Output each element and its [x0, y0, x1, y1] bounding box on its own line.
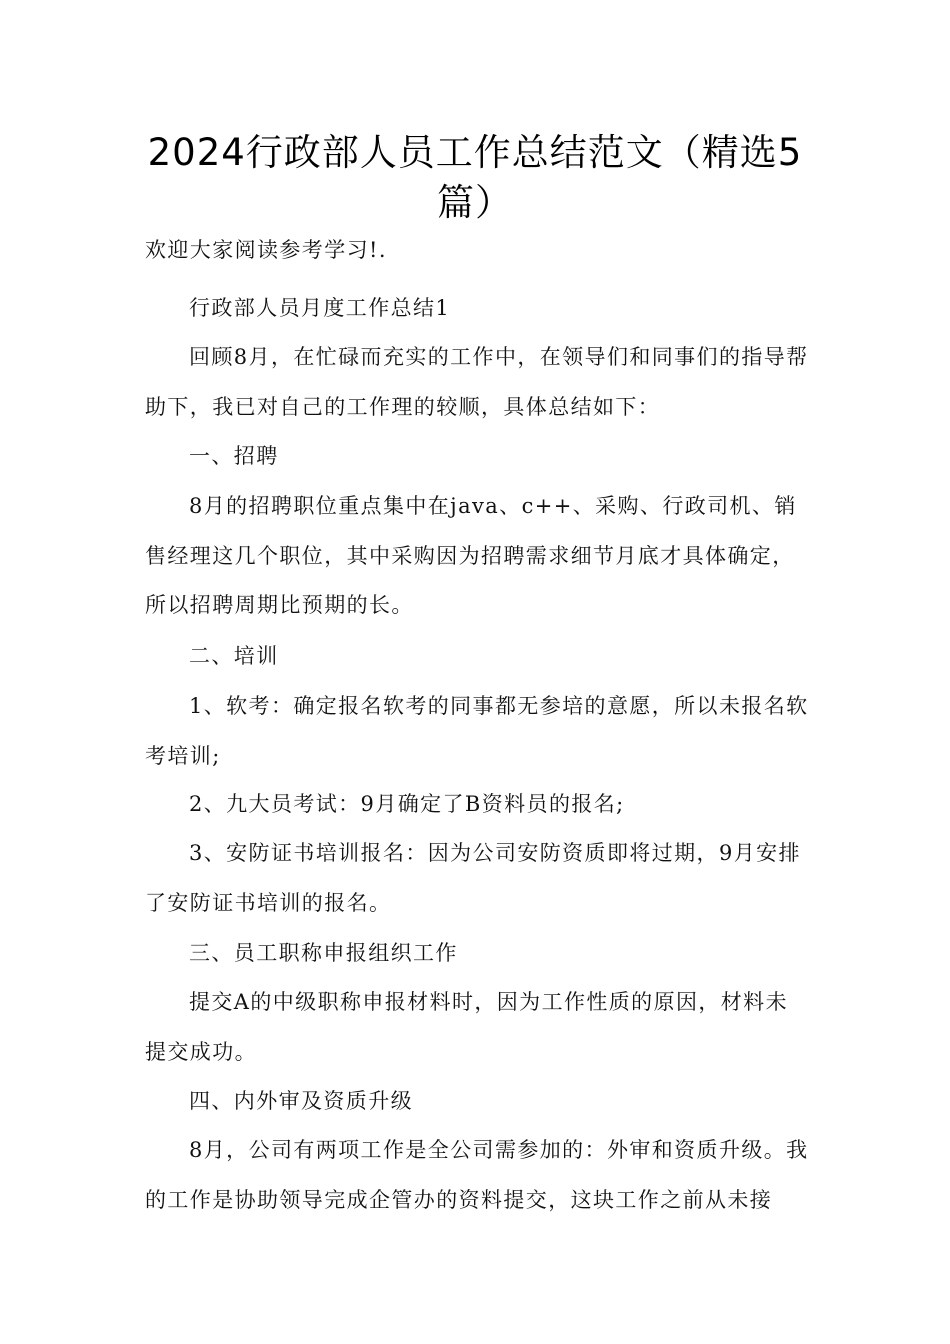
section-heading-audit: 四、内外审及资质升级: [189, 1089, 413, 1113]
section-heading-recruitment: 一、招聘: [189, 444, 279, 468]
paragraph-training-1: 1、软考：确定报名软考的同事都无参培的意愿，所以未报名软考培训;: [145, 694, 809, 768]
paragraph-audit: 8月，公司有两项工作是全公司需参加的：外审和资质升级。我的工作是协助领导完成企管办的资料提交，这块工作之前从未接: [145, 1138, 809, 1212]
section-heading-title-application: 三、员工职称申报组织工作: [189, 941, 458, 965]
paragraph-training-2: 2、九大员考试：9月确定了B资料员的报名;: [189, 792, 625, 816]
section-heading-monthly-summary: 行政部人员月度工作总结1: [189, 296, 451, 320]
paragraph-review: 回顾8月，在忙碌而充实的工作中，在领导们和同事们的指导帮助下，我已对自己的工作理的较顺，具体总结如下：: [145, 345, 809, 419]
paragraph-title-application: 提交A的中级职称申报材料时，因为工作性质的原因，材料未提交成功。: [145, 990, 788, 1064]
intro-line: 欢迎大家阅读参考学习!.: [145, 238, 387, 262]
section-heading-training: 二、培训: [189, 644, 279, 668]
paragraph-recruitment: 8月的招聘职位重点集中在java、c++、采购、行政司机、销售经理这几个职位，其中采购因为招聘需求细节月底才具体确定，所以招聘周期比预期的长。: [145, 494, 797, 617]
paragraph-training-3: 3、安防证书培训报名：因为公司安防资质即将过期，9月安排了安防证书培训的报名。: [145, 841, 801, 915]
document-title: 2024行政部人员工作总结范文（精选5篇）: [147, 131, 803, 224]
